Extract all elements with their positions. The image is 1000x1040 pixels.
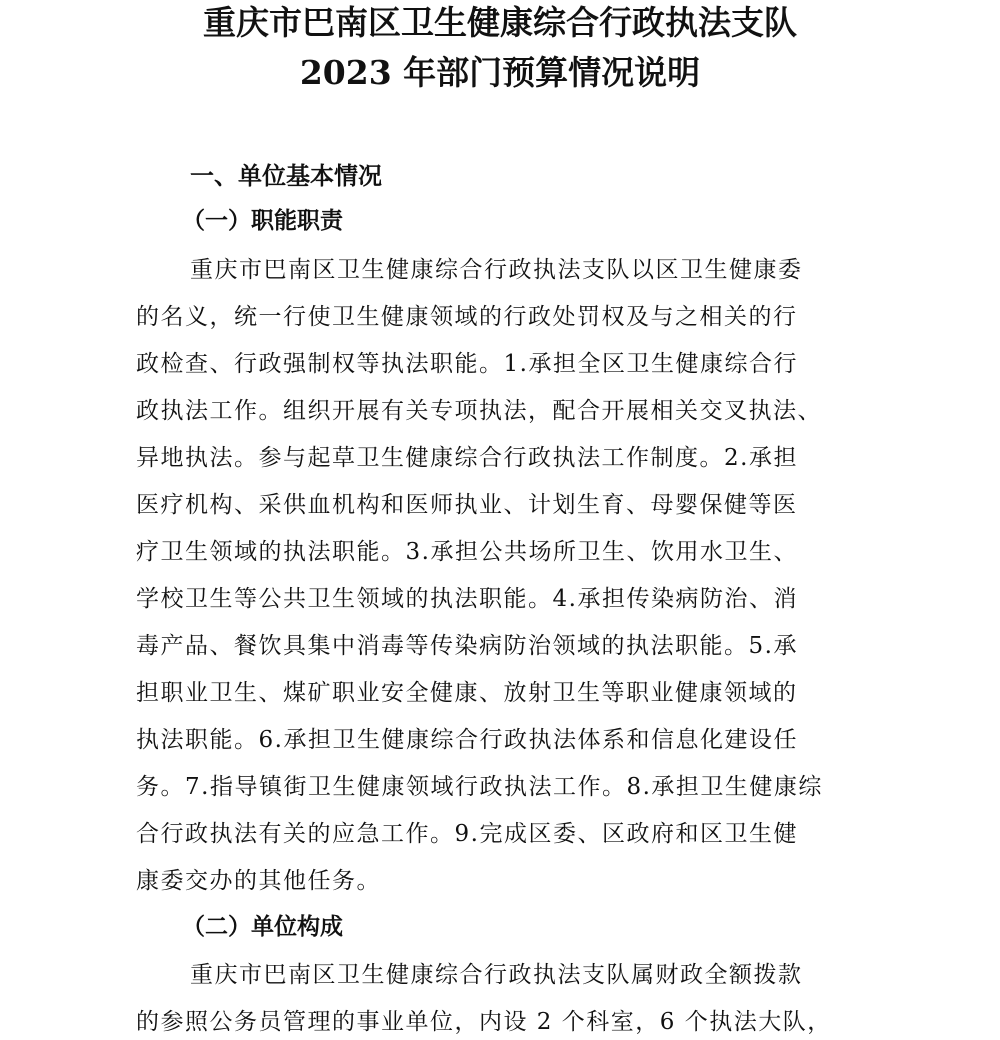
document-title-line-2: 2023 年部门预算情况说明 (299, 53, 701, 92)
paragraph-line: 政检查、行政强制权等执法职能。1.承担全区卫生健康综合行 (136, 351, 798, 377)
paragraph-line: 康委交办的其他任务。 (136, 868, 381, 894)
paragraph-line: 担职业卫生、煤矿职业安全健康、放射卫生等职业健康领域的 (136, 680, 798, 706)
subsection-heading-composition: （二）单位构成 (182, 913, 343, 940)
paragraph-line: 政执法工作。组织开展有关专项执法，配合开展相关交叉执法、 (136, 398, 822, 424)
document-title-line-1: 重庆市巴南区卫生健康综合行政执法支队 (203, 3, 797, 42)
paragraph-line: 学校卫生等公共卫生领域的执法职能。4.承担传染病防治、消 (136, 586, 798, 612)
paragraph-line: 执法职能。6.承担卫生健康综合行政执法体系和信息化建设任 (136, 727, 798, 753)
paragraph-line: 毒产品、餐饮具集中消毒等传染病防治领域的执法职能。5.承 (136, 633, 798, 659)
section-heading-basic-info: 一、单位基本情况 (190, 162, 382, 190)
paragraph-line: 疗卫生领域的执法职能。3.承担公共场所卫生、饮用水卫生、 (136, 539, 798, 565)
paragraph-line: 合行政执法有关的应急工作。9.完成区委、区政府和区卫生健 (136, 821, 798, 847)
paragraph-line: 异地执法。参与起草卫生健康综合行政执法工作制度。2.承担 (136, 445, 798, 471)
paragraph-line: 务。7.指导镇街卫生健康领域行政执法工作。8.承担卫生健康综 (136, 774, 823, 800)
paragraph-line: 重庆市巴南区卫生健康综合行政执法支队属财政全额拨款 (190, 962, 803, 988)
paragraph-line: 重庆市巴南区卫生健康综合行政执法支队以区卫生健康委 (190, 257, 803, 283)
subsection-heading-duties: （一）职能职责 (182, 207, 343, 234)
paragraph-line: 的名义，统一行使卫生健康领域的行政处罚权及与之相关的行 (136, 304, 798, 330)
paragraph-line: 医疗机构、采供血机构和医师执业、计划生育、母婴保健等医 (136, 492, 798, 518)
paragraph-line: 的参照公务员管理的事业单位，内设 2 个科室，6 个执法大队， (136, 1009, 832, 1035)
